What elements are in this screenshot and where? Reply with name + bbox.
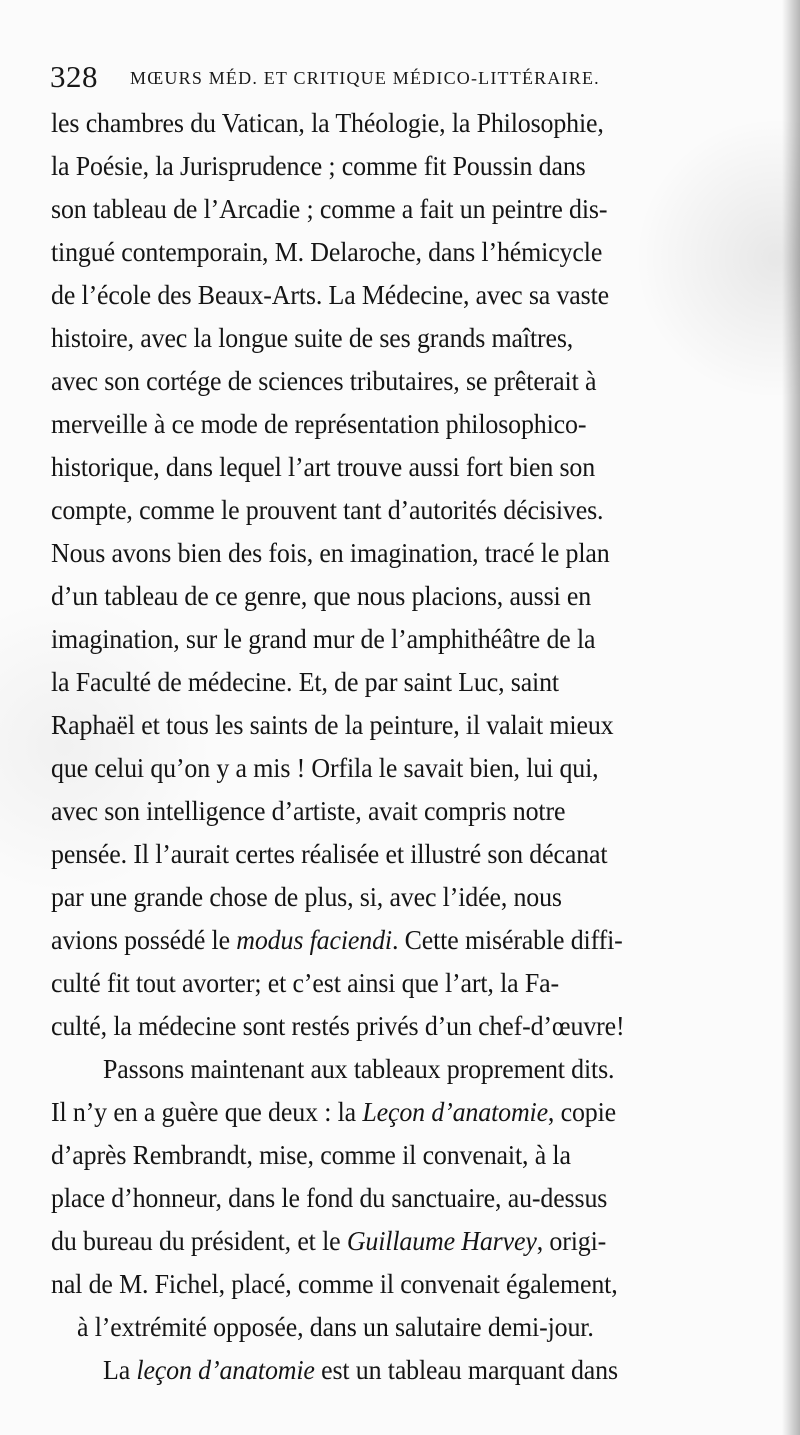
text-line bbox=[77, 1309, 594, 1345]
line-after-italic: est un tableau marquant dans bbox=[314, 1355, 618, 1385]
italic-phrase: leçon d’anatomie bbox=[136, 1355, 315, 1385]
text-line bbox=[51, 492, 603, 528]
line-text: imagination, sur le grand mur de l’amphithéâtre de la bbox=[51, 624, 596, 654]
line-text: culté fit tout avorter; et c’est ainsi que l’art, la Fa- bbox=[51, 968, 559, 998]
text-line bbox=[51, 750, 599, 786]
line-text: nal de M. Fichel, placé, comme il convenait également, bbox=[51, 1269, 618, 1299]
line-text: que celui qu’on y a mis ! Orfila le savait bien, lui qui, bbox=[51, 753, 599, 783]
line-after-italic: , origi- bbox=[536, 1226, 607, 1256]
text-line bbox=[51, 1137, 571, 1173]
line-text: pensée. Il l’aurait certes réalisée et illustré son décanat bbox=[51, 839, 608, 869]
text-line bbox=[51, 1180, 607, 1216]
line-text: histoire, avec la longue suite de ses grands maîtres, bbox=[51, 323, 574, 353]
paragraph-first-line bbox=[103, 1051, 614, 1087]
line-text: d’un tableau de ce genre, que nous placions, aussi en bbox=[51, 581, 592, 611]
text-line bbox=[51, 578, 591, 614]
line-text: avec son cortége de sciences tributaires, se prêterait à bbox=[51, 366, 597, 396]
line-text: d’après Rembrandt, mise, comme il convenait, à la bbox=[51, 1140, 571, 1170]
line-text: Passons maintenant aux tableaux proprement dits. bbox=[103, 1054, 615, 1084]
line-after-italic: , copie bbox=[547, 1097, 617, 1127]
page-number: 328 bbox=[50, 59, 98, 94]
line-text: la Faculté de médecine. Et, de par saint Luc, saint bbox=[51, 667, 559, 697]
line-text: avec son intelligence d’artiste, avait compris notre bbox=[51, 796, 566, 826]
line-before-italic: du bureau du président, et le bbox=[51, 1226, 347, 1256]
text-line bbox=[51, 965, 559, 1001]
text-line bbox=[51, 191, 607, 227]
text-line bbox=[51, 105, 604, 141]
running-head: MŒURS MÉD. ET CRITIQUE MÉDICO-LITTÉRAIRE. bbox=[130, 68, 600, 88]
text-line bbox=[51, 1223, 606, 1259]
line-text: par une grande chose de plus, si, avec l’idée, nous bbox=[51, 882, 562, 912]
text-line bbox=[51, 1008, 624, 1044]
line-after-italic: . Cette misérable diffi- bbox=[391, 925, 623, 955]
text-line bbox=[51, 1094, 616, 1130]
text-line bbox=[51, 535, 610, 571]
text-line bbox=[51, 793, 565, 829]
text-line bbox=[51, 406, 586, 442]
line-text: à l’extrémité opposée, dans un salutaire demi-jour. bbox=[77, 1312, 594, 1342]
text-line bbox=[51, 277, 609, 313]
line-text: compte, comme le prouvent tant d’autorités décisives. bbox=[51, 495, 604, 525]
line-text: merveille à ce mode de représentation philosophico- bbox=[51, 409, 587, 439]
text-line bbox=[51, 449, 595, 485]
text-line bbox=[51, 879, 562, 915]
line-text: place d’honneur, dans le fond du sanctuaire, au-dessus bbox=[51, 1183, 608, 1213]
paragraph-first-line bbox=[103, 1352, 618, 1388]
text-line bbox=[51, 621, 595, 657]
line-text: Raphaël et tous les saints de la peinture, il valait mieux bbox=[51, 710, 614, 740]
line-text: son tableau de l’Arcadie ; comme a fait un peintre dis- bbox=[51, 194, 608, 224]
line-text: culté, la médecine sont restés privés d’un chef-d’œuvre! bbox=[51, 1011, 625, 1041]
line-text: les chambres du Vatican, la Théologie, la Philosophie, bbox=[51, 108, 604, 138]
line-before-italic: Il n’y en a guère que deux : la bbox=[51, 1097, 363, 1127]
text-line bbox=[51, 148, 586, 184]
line-text: Nous avons bien des fois, en imagination, tracé le plan bbox=[51, 538, 610, 568]
line-before-italic: La bbox=[103, 1355, 137, 1385]
text-line bbox=[51, 922, 623, 958]
text-line bbox=[51, 707, 613, 743]
text-line bbox=[51, 664, 559, 700]
line-text: de l’école des Beaux-Arts. La Médecine, avec sa vaste bbox=[51, 280, 610, 310]
text-line bbox=[51, 234, 602, 270]
text-line bbox=[51, 363, 596, 399]
italic-phrase: modus faciendi bbox=[236, 925, 392, 955]
line-text: tingué contemporain, M. Delaroche, dans l’hémicycle bbox=[51, 237, 603, 267]
line-text: la Poésie, la Jurisprudence ; comme fit Poussin dans bbox=[51, 151, 586, 181]
italic-phrase: Guillaume Harvey bbox=[346, 1226, 537, 1256]
line-before-italic: avions possédé le bbox=[51, 925, 237, 955]
text-line bbox=[51, 320, 573, 356]
text-line bbox=[51, 836, 607, 872]
line-text: historique, dans lequel l’art trouve aussi fort bien son bbox=[51, 452, 596, 482]
text-line bbox=[51, 1266, 618, 1302]
italic-phrase: Leçon d’anatomie bbox=[362, 1097, 548, 1127]
